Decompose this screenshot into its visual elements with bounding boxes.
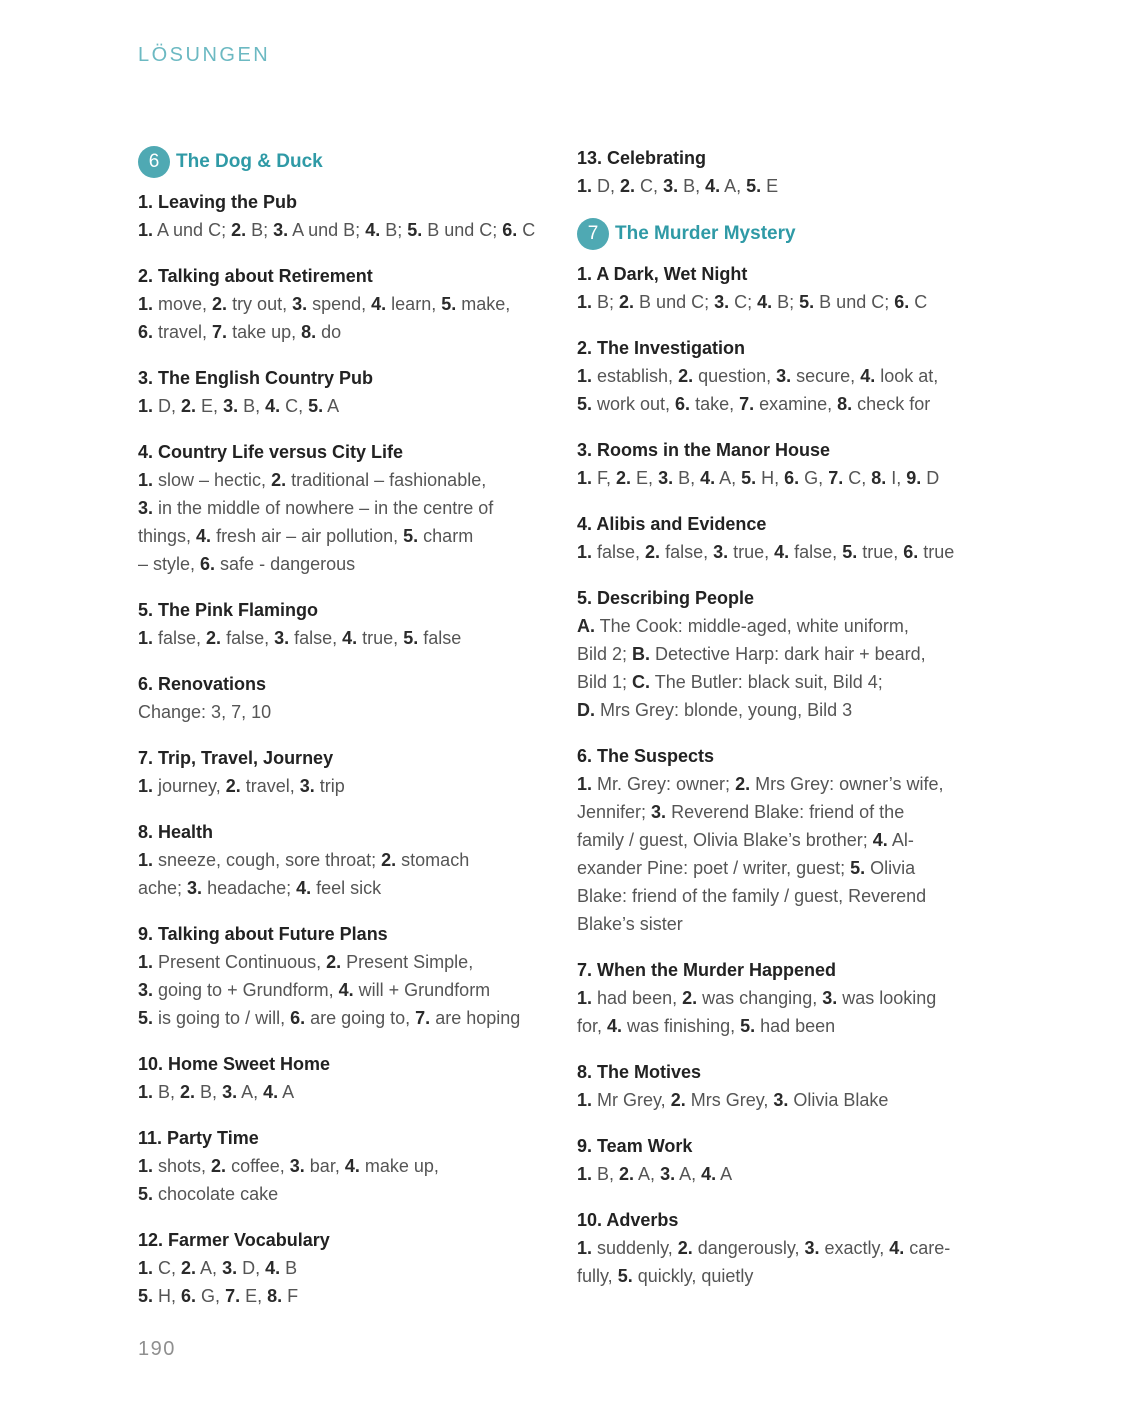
answer-section: [577, 334, 977, 418]
section-answers: 1. C, 2. A, 3. D, 4. B 5. H, 6. G, 7. E, 8. F: [138, 1258, 299, 1306]
section-answers: 1. B, 2. B, 3. A, 4. A: [138, 1082, 295, 1102]
section-title: 1. Leaving the Pub: [138, 192, 298, 212]
section-title: 5. Describing People: [577, 588, 755, 608]
answer-section: [138, 438, 548, 578]
section-answers: 1. shots, 2. coffee, 3. bar, 4. make up, 5. chocolate cake: [138, 1156, 439, 1204]
answer-section: [577, 260, 977, 316]
left-sections: [138, 188, 548, 1310]
section-answers: 1. Mr Grey, 2. Mrs Grey, 3. Olivia Blake: [577, 1090, 889, 1110]
section-title: 6. The Suspects: [577, 746, 715, 766]
section-title: 10. Adverbs: [577, 1210, 679, 1230]
answer-section: [138, 920, 548, 1032]
section-answers: 1. B; 2. B und C; 3. C; 4. B; 5. B und C; 6. C: [577, 292, 928, 312]
section-title: 10. Home Sweet Home: [138, 1054, 331, 1074]
section-title: 7. When the Murder Happened: [577, 960, 837, 980]
section-title: 13. Celebrating: [577, 148, 707, 168]
section-answers: 1. Present Continuous, 2. Present Simple, 3. going to + Grundform, 4. will + Grundform 5. is going to / will, 6. are going to, 7. are hoping: [138, 952, 521, 1028]
left-column: [138, 146, 548, 1328]
section-title: 7. Trip, Travel, Journey: [138, 748, 334, 768]
section-answers: Change: 3, 7, 10: [138, 702, 272, 722]
section-answers: 1. move, 2. try out, 3. spend, 4. learn, 5. make, 6. travel, 7. take up, 8. do: [138, 294, 511, 342]
chapter-title: The Murder Mystery: [615, 223, 796, 244]
section-answers: 1. D, 2. E, 3. B, 4. C, 5. A: [138, 396, 340, 416]
section-title: 3. The English Country Pub: [138, 368, 374, 388]
section-title: 12. Farmer Vocabulary: [138, 1230, 330, 1250]
section-title: 11. Party Time: [138, 1128, 259, 1148]
section-title: 8. Health: [138, 822, 214, 842]
section-title: 6. Renovations: [138, 674, 267, 694]
chapter-title: The Dog & Duck: [176, 151, 323, 172]
section-answers: 1. B, 2. A, 3. A, 4. A: [577, 1164, 733, 1184]
answer-section: [138, 596, 548, 652]
section-answers: 1. had been, 2. was changing, 3. was looking for, 4. was finishing, 5. had been: [577, 988, 937, 1036]
section-answers: 1. sneeze, cough, sore throat; 2. stomach ache; 3. headache; 4. feel sick: [138, 850, 470, 898]
answer-section: [138, 1050, 548, 1106]
section-answers: 1. F, 2. E, 3. B, 4. A, 5. H, 6. G, 7. C, 8. I, 9. D: [577, 468, 940, 488]
answer-section: [138, 818, 548, 902]
section-title: 2. The Investigation: [577, 338, 746, 358]
section-title: 9. Talking about Future Plans: [138, 924, 388, 944]
section-title: 1. A Dark, Wet Night: [577, 264, 748, 284]
section-title: 9. Team Work: [577, 1136, 693, 1156]
section-answers: A. The Cook: middle-aged, white uniform, Bild 2; B. Detective Harp: dark hair + beard, Bild 1; C. The Butler: black suit, Bild 4; D. Mrs Grey: blonde, young, Bild 3: [577, 616, 926, 720]
answer-section: [138, 262, 548, 346]
answer-section: [138, 188, 548, 244]
section-answers: 1. establish, 2. question, 3. secure, 4. look at, 5. work out, 6. take, 7. examine, 8. check for: [577, 366, 939, 414]
right-column: [577, 146, 977, 1308]
chapter-number-badge: 6: [138, 146, 170, 178]
section-title: 4. Alibis and Evidence: [577, 514, 767, 534]
answer-section: [138, 670, 548, 726]
answer-section: [577, 510, 977, 566]
section-answers: 1. Mr. Grey: owner; 2. Mrs Grey: owner’s wife, Jennifer; 3. Reverend Blake: friend of the family / guest, Olivia Blake’s brother; 4. Al- exander Pine: poet / writer, guest; 5. Olivia Blake: friend of the family / guest, Reverend Blake’s sister: [577, 774, 944, 934]
right-pre-sections: [577, 144, 977, 200]
chapter-number-badge: 7: [577, 218, 609, 250]
section-title: 4. Country Life versus City Life: [138, 442, 404, 462]
answer-section: [577, 742, 977, 938]
section-title: 2. Talking about Retirement: [138, 266, 373, 286]
answer-section: [138, 744, 548, 800]
section-answers: 1. false, 2. false, 3. true, 4. false, 5. true, 6. true: [577, 542, 955, 562]
chapter-heading: [138, 146, 548, 178]
answer-section: [138, 1124, 548, 1208]
section-title: 8. The Motives: [577, 1062, 702, 1082]
answer-section: [577, 436, 977, 492]
chapter-heading: [577, 218, 977, 250]
section-answers: 1. false, 2. false, 3. false, 4. true, 5. false: [138, 628, 462, 648]
section-title: 5. The Pink Flamingo: [138, 600, 319, 620]
answer-section: [577, 584, 977, 724]
answer-section: [577, 1206, 977, 1290]
answer-section: [577, 144, 977, 200]
section-answers: 1. journey, 2. travel, 3. trip: [138, 776, 345, 796]
page-number: 190: [138, 1338, 176, 1360]
section-answers: 1. D, 2. C, 3. B, 4. A, 5. E: [577, 176, 779, 196]
section-answers: 1. slow – hectic, 2. traditional – fashionable, 3. in the middle of nowhere – in the centre of things, 4. fresh air – air pollution, 5. charm – style, 6. safe - dangerous: [138, 470, 494, 574]
section-answers: 1. suddenly, 2. dangerously, 3. exactly, 4. care- fully, 5. quickly, quietly: [577, 1238, 951, 1286]
section-title: 3. Rooms in the Manor House: [577, 440, 831, 460]
answer-section: [138, 364, 548, 420]
page-header: LÖSUNGEN: [138, 44, 271, 66]
right-sections: [577, 260, 977, 1290]
section-answers: 1. A und C; 2. B; 3. A und B; 4. B; 5. B und C; 6. C: [138, 220, 536, 240]
answer-section: [577, 1058, 977, 1114]
answer-section: [138, 1226, 548, 1310]
answer-section: [577, 956, 977, 1040]
answer-section: [577, 1132, 977, 1188]
